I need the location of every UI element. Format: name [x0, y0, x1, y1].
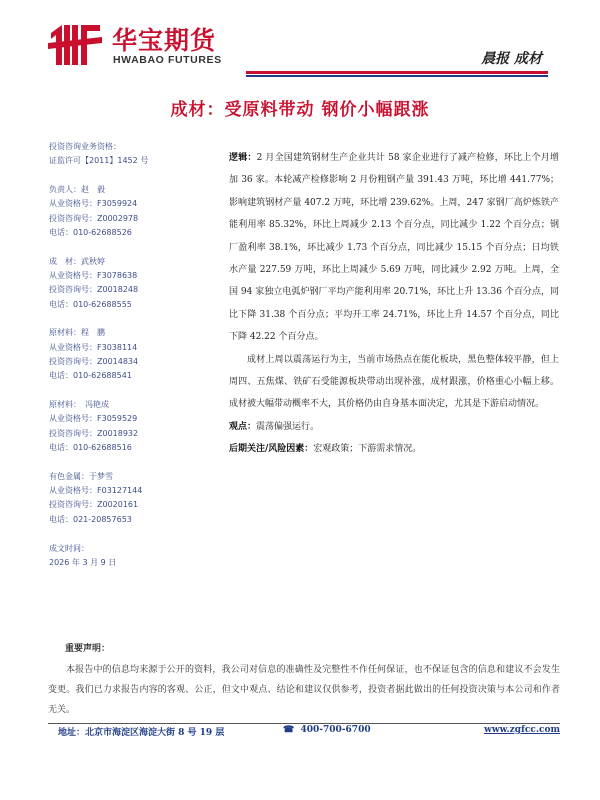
- sidebar-block: [49, 398, 199, 455]
- disclaimer: [48, 639, 560, 720]
- view-text: 震荡偏强运行。: [256, 421, 320, 432]
- risk-text: 宏观政策；下游需求情况。: [313, 444, 422, 455]
- footer-phone-number: 400-700-6700: [300, 725, 371, 735]
- company-logo: [48, 19, 228, 69]
- sidebar-block: [49, 470, 199, 527]
- header-rule-red: [246, 71, 548, 74]
- brand-name-cn: 华宝期货: [112, 26, 217, 55]
- brand-name-en: HWABAO FUTURES: [113, 54, 222, 66]
- logic-label: 逻辑：: [229, 153, 257, 163]
- sidebar-line: 成 材：武秋婷: [49, 256, 105, 266]
- sidebar-line: 原材料： 冯艳成: [49, 400, 109, 410]
- sidebar-block: [49, 255, 199, 312]
- sidebar-line: 电话：021-20857653: [49, 514, 132, 524]
- sidebar-line: 电话：010-62688541: [49, 371, 132, 381]
- sidebar-block: [49, 183, 199, 240]
- header-rule-blue: [246, 75, 548, 77]
- sidebar-line: 负责人：赵 毅: [49, 185, 105, 195]
- sidebar-line: 成文时间：: [49, 543, 89, 553]
- sidebar-line: 电话：010-62688526: [49, 227, 132, 237]
- footer-website-link[interactable]: www.zgfcc.com: [484, 725, 560, 735]
- sidebar-line: 证监许可【2011】1452 号: [49, 156, 149, 166]
- sidebar-line: 投资咨询号：Z0020161: [49, 500, 139, 510]
- sidebar-line: 原材料：程 鹏: [49, 328, 105, 338]
- footer-address: 地址：北京市海淀区海淀大街 8 号 19 层: [58, 728, 225, 738]
- sidebar-line: 2026 年 3 月 9 日: [49, 557, 117, 567]
- footer-rule: [48, 723, 560, 724]
- sidebar-block: [49, 140, 199, 169]
- sidebar-line: 从业资格号：F3059924: [49, 199, 138, 209]
- sidebar-line: 投资咨询业务资格：: [49, 142, 121, 151]
- view-label: 观点：: [229, 421, 257, 432]
- sidebar-line: 有色金属：于梦雪: [49, 471, 113, 481]
- disclaimer-body: 本报告中的信息均来源于公开的资料，我公司对信息的准确性及完整性不作任何保证，也不保证包含的信息和建议不会发生变更。我们已力求报告内容的客观、公正，但文中观点、结论和建议仅供参考，投资者据此做出的任何投资决策与本公司和作者无关。: [48, 665, 560, 715]
- footer: [48, 725, 560, 739]
- sidebar-line: 电话：010-62688555: [49, 299, 132, 309]
- sidebar-line: 从业资格号：F03127144: [49, 486, 143, 496]
- sidebar-line: 电话：010-62688516: [49, 443, 132, 453]
- market-paragraph: 成材上周以震荡运行为主，当前市场热点在能化板块，黑色整体较平静，但上周四、五焦煤、铁矿石受能源板块带动出现补涨，成材跟涨，价格重心小幅上移。成材被大幅带动概率不大，其价格仍由自身基本面决定，尤其是下游启动情况。: [229, 354, 559, 410]
- sidebar-line: 投资咨询号：Z0018932: [49, 428, 139, 438]
- phone-icon: ☎: [283, 725, 295, 735]
- report-type-label: 晨报 成材: [481, 51, 542, 67]
- sidebar-line: 从业资格号：F3059529: [49, 414, 138, 424]
- sidebar-block: [49, 326, 199, 383]
- report-title: 成材：受原料带动 钢价小幅跟涨: [170, 100, 430, 120]
- report-body: [229, 147, 559, 461]
- sidebar-line: 投资咨询号：Z0018248: [49, 285, 139, 295]
- footer-phone: [283, 725, 371, 735]
- sidebar-line: 从业资格号：F3038114: [49, 342, 138, 352]
- disclaimer-heading: 重要声明：: [65, 644, 111, 654]
- sidebar-line: 投资咨询号：Z0002978: [49, 213, 139, 223]
- contact-sidebar: [49, 140, 199, 585]
- sidebar-line: 从业资格号：F3078638: [49, 271, 138, 281]
- sidebar-line: 投资咨询号：Z0014834: [49, 357, 139, 367]
- risk-label: 后期关注/风险因素：: [229, 444, 314, 455]
- logic-text: 2 月全国建筑钢材生产企业共计 58 家企业进行了减产检修，环比上个月增加 36 家。本轮减产检修影响 2 月份粗钢产量 391.43 万吨，环比增 441.77%；影响建筑钢材产量 407.2 万吨，环比增 239.62%。上周，247 家钢厂高炉炼铁产能利用率 85.32%，环比上周减少 2.13 个百分点，同比减少 1.22 个百分点；钢厂盈利率 38.1%，环比减少 1.73 个百分点，同比减少 15.15 个百分点；日均铁水产量 227.59 万吨，环比上周减少 5.69 万吨，同比减少 2.92 万吨。上周，全国 94 家独立电弧炉钢厂平均产能利用率 20.71%，环比上升 13.36 个百分点，同比下降 31.38 个百分点；平均开工率 24.71%，环比上升 14.57 个百分点，同比下降 42.22 个百分点。: [229, 153, 559, 343]
- hwabao-logo-icon: [48, 21, 106, 67]
- sidebar-block: [49, 542, 199, 571]
